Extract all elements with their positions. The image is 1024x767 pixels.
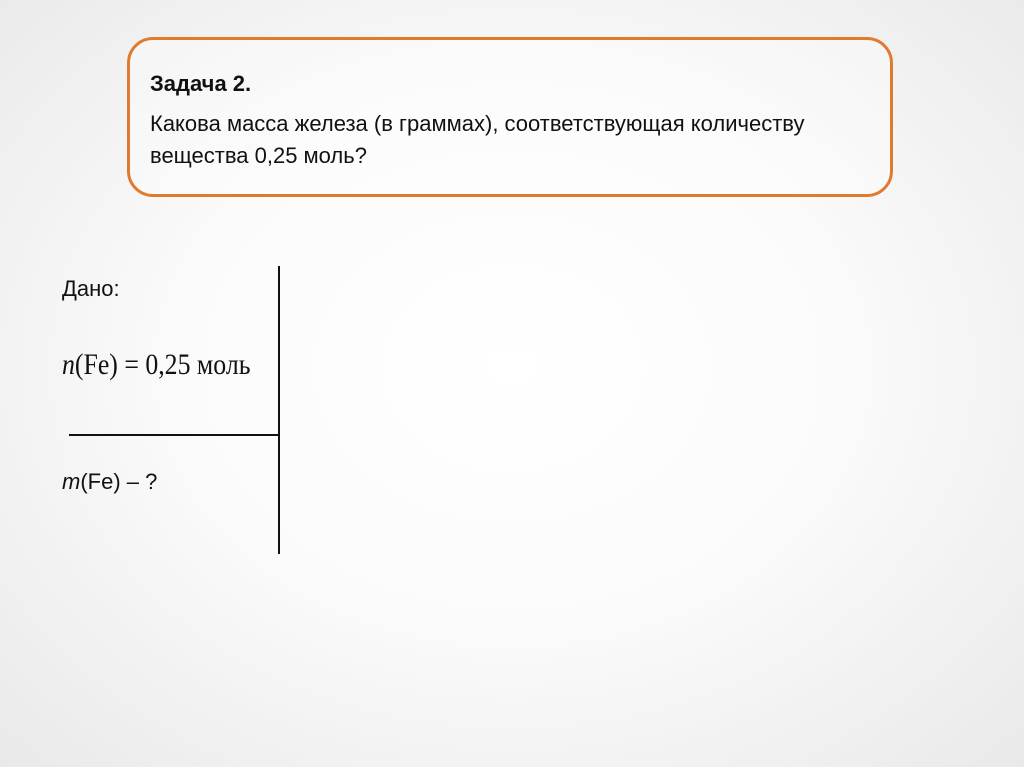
amount-symbol: n: [62, 348, 75, 381]
mass-expression: (Fe) – ?: [80, 469, 158, 494]
given-label: Дано:: [62, 276, 120, 301]
find-mass: [62, 469, 157, 495]
task-box: [127, 37, 893, 197]
given-divider-horizontal: [69, 434, 280, 436]
amount-expression: (Fe) = 0,25 моль: [74, 348, 251, 381]
given-divider-vertical: [278, 266, 280, 554]
task-title: Задача 2.: [150, 71, 252, 96]
task-question: Какова масса железа (в граммах), соответствующая количеству вещества 0,25 моль?: [150, 111, 805, 168]
mass-symbol: m: [62, 469, 81, 494]
given-amount-formula: [62, 348, 250, 382]
